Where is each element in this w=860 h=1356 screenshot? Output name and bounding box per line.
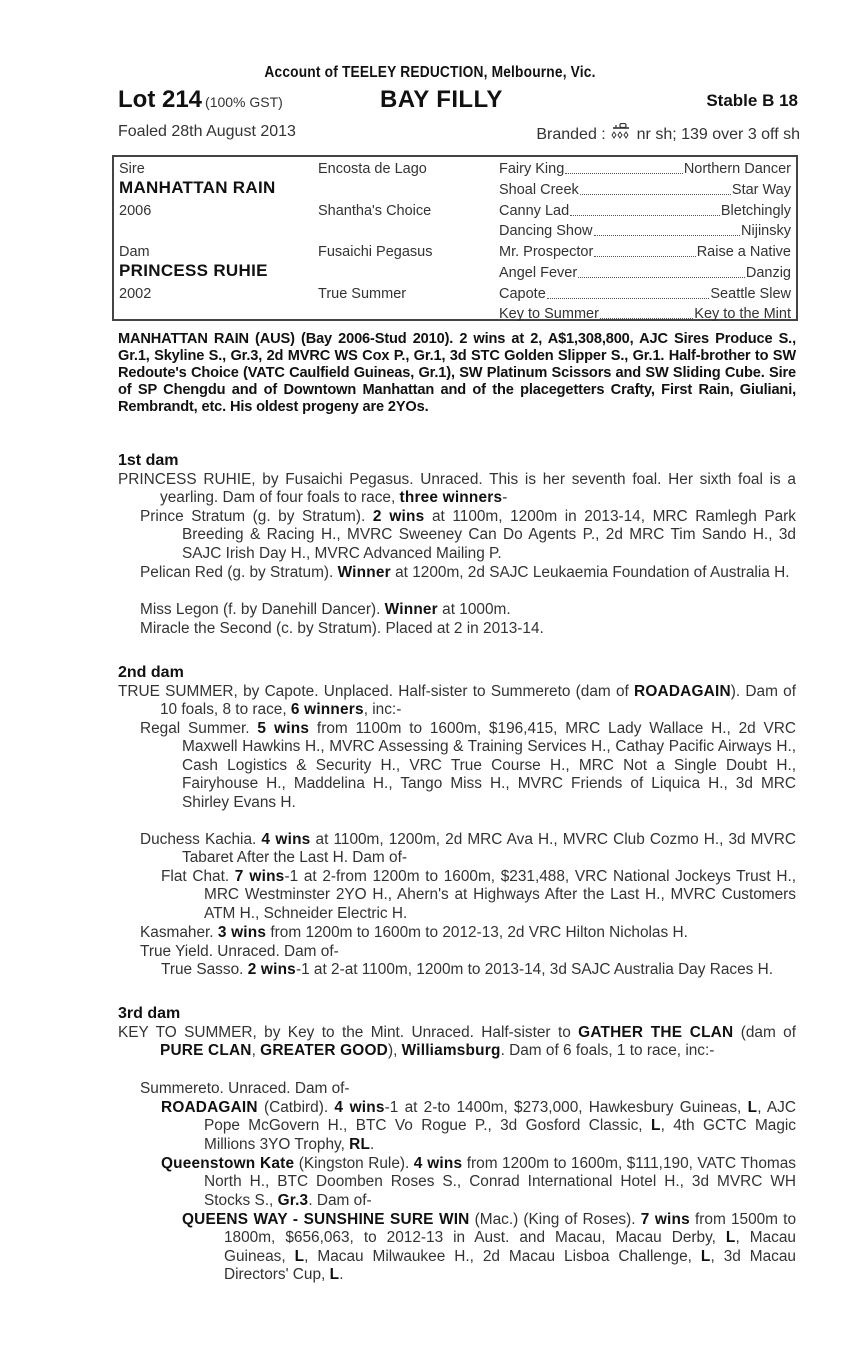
progeny-entry: Miracle the Second (c. by Stratum). Placed at 2 in 2013-14. [140, 620, 544, 637]
race-type: L [747, 1099, 758, 1116]
highlight: 2 wins [247, 961, 296, 978]
race-type: L [294, 1247, 305, 1265]
ancestor-right: Seattle Slew [710, 286, 791, 302]
progeny-entry [140, 720, 796, 812]
highlight: Winner [384, 601, 438, 618]
lot-label: Lot 214 [118, 86, 203, 113]
text: Kasmaher. [140, 924, 218, 941]
text: ), [387, 1042, 402, 1060]
ancestor-row [499, 202, 791, 220]
text: Duchess Kachia. [140, 831, 262, 848]
stable-location: Stable B 18 [706, 91, 798, 110]
third-dam-intro [118, 1024, 796, 1061]
progeny-entry [140, 564, 796, 582]
text: (Mac.) (King of Roses). [469, 1211, 641, 1228]
branded-prefix: Branded : [536, 126, 606, 143]
lot-line [118, 86, 798, 116]
highlight: PURE CLAN [160, 1042, 252, 1060]
gst-note: (100% GST) [205, 94, 283, 110]
sire-year: 2006 [119, 203, 152, 219]
progeny-entry [161, 961, 796, 979]
text: from 1100m to 1600m, $196,415, MRC Lady Wallace H., 2d VRC Maxwell Hawkins H., MVRC Assessing & Training Services H., Cathay Pacific Airways H., Cash Logistics & Security H., VRC True Course H., MRC Not a Single Doubt H., Fairyhouse H., Maddelina H., Tango Miss H., MVRC Friends of Liquica H., 3d MRC Shirley Evans H. [182, 720, 797, 811]
text: Miss Legon (f. by Danehill Dancer). [140, 601, 385, 618]
highlight: GATHER THE CLAN [578, 1024, 734, 1041]
ancestor-right: Bletchingly [720, 203, 791, 219]
text: at 1100m, 1200m in 2013-14, MRC Ramlegh Park Breeding & Racing H., MVRC Sweeney Can Do Agents P., 2d MRC Tim Sando H., 3d SAJC Irish Day H., MVRC Advanced Mailing P. [182, 508, 796, 562]
ancestor-row [499, 305, 791, 323]
leader-dots [594, 222, 741, 236]
ancestor-left: Capote [499, 286, 546, 302]
dam-dam: True Summer [318, 286, 407, 302]
ancestor-left: Fairy King [499, 161, 565, 177]
leader-dots [594, 243, 695, 257]
text: -1 at 2-at 1100m, 1200m to 2013-14, 3d SAJC Australia Day Races H. [295, 961, 774, 978]
text: at 1100m, 1200m, 2d MRC Ava H., MVRC Club Cozmo H., 3d MVRC Tabaret After the Last H. Dam of- [182, 831, 796, 867]
progeny-entry [140, 508, 796, 563]
progeny-entry [161, 1155, 796, 1210]
ancestor-left: Dancing Show [499, 223, 593, 239]
foaled-line [118, 123, 800, 145]
leader-dots [565, 160, 683, 174]
dam-label: Dam [119, 244, 150, 260]
text: , 4th GCTC Magic Millions 3YO Trophy, [204, 1117, 796, 1153]
progeny-entry [161, 1099, 796, 1154]
text: . [339, 1266, 344, 1284]
text: . [370, 1135, 375, 1153]
foaled-date: Foaled 28th August 2013 [118, 123, 296, 140]
ancestor-row [499, 222, 791, 240]
highlight: 2 wins [372, 508, 425, 525]
branded-info [536, 123, 800, 144]
text: -1 at 2-from 1200m to 1600m, $231,488, VRC National Jockeys Trust H., MRC Westminster 2YO H., Ahern's at Highways After the Last H., MVRC Customers ATM H., Schneider Electric H. [204, 868, 797, 922]
progeny-entry: Summereto. Unraced. Dam of- [140, 1080, 350, 1097]
race-type: L [725, 1229, 736, 1247]
ancestor-left: Mr. Prospector [499, 244, 594, 260]
text: , Macau Guineas, [224, 1229, 796, 1265]
text: -1 at 2-to 1400m, $273,000, Hawkesbury Guineas, [384, 1099, 748, 1116]
text: at 1000m. [437, 601, 511, 618]
vendor-account: Account of TEELEY REDUCTION, Melbourne, Vic. [264, 64, 596, 81]
sex-colour: BAY FILLY [380, 86, 503, 113]
highlight: Queenstown Kate [161, 1155, 295, 1172]
race-type: RL [349, 1135, 371, 1153]
ancestor-right: Northern Dancer [683, 161, 791, 177]
highlight: 3 wins [217, 924, 267, 941]
ancestor-right: Key to the Mint [694, 306, 791, 322]
text: from 1200m to 1600m to 2012-13, 2d VRC Hilton Nicholas H. [266, 924, 688, 941]
ancestor-right: Star Way [731, 182, 791, 198]
leader-dots [600, 305, 693, 319]
race-type: Gr.3 [277, 1191, 309, 1209]
text: TRUE SUMMER, by Capote. Unplaced. Half-sister to Summereto (dam of [118, 683, 635, 700]
highlight: 6 winners [290, 701, 364, 719]
text: , Macau Milwaukee H., 2d Macau Lisboa Challenge, [304, 1247, 701, 1265]
highlight: three winners [399, 489, 503, 507]
highlight: 7 wins [640, 1211, 690, 1228]
sire-summary: MANHATTAN RAIN (AUS) (Bay 2006-Stud 2010). 2 wins at 2, A$1,308,800, AJC Sires Produce S., Gr.1, Skyline S., Gr.3, 2d MVRC WS Cox P., Gr.1, 3d STC Golden Slipper S., Gr.1. Half-brother to SW Redoute's Choice (VATC Caulfield Guineas, Gr.1), SW Platinum Scissors and SW Sliding Cube. Sire of SP Chengdu and of Downtown Manhattan and of the placegetters Crafty, First Rain, Giuliani, Rembrandt, etc. His oldest progeny are 2YOs. [118, 331, 796, 415]
sire-name: MANHATTAN RAIN [119, 178, 276, 197]
progeny-entry [140, 601, 796, 619]
leader-dots [570, 202, 720, 216]
leader-dots [580, 181, 731, 195]
text: (Catbird). [257, 1099, 335, 1116]
sire-dam: Shantha's Choice [318, 203, 432, 219]
ancestor-left: Angel Fever [499, 265, 578, 281]
second-dam-heading: 2nd dam [118, 664, 184, 681]
ancestor-row [499, 160, 791, 178]
dam-sire: Fusaichi Pegasus [318, 244, 433, 260]
ancestor-row [499, 181, 791, 199]
ancestor-right: Nijinsky [741, 223, 791, 239]
ancestor-row [499, 285, 791, 303]
text: (Kingston Rule). [294, 1155, 414, 1172]
highlight: 4 wins [334, 1099, 385, 1116]
race-type: L [329, 1266, 340, 1284]
text: . Dam of- [308, 1191, 372, 1209]
highlight: Williamsburg [401, 1042, 501, 1060]
ancestor-row [499, 243, 791, 261]
highlight: 7 wins [234, 868, 285, 885]
race-type: L [650, 1117, 661, 1135]
text: - [502, 489, 508, 507]
highlight: 5 wins [257, 720, 310, 737]
text: Regal Summer. [140, 720, 258, 737]
lot-number [118, 86, 283, 114]
leader-dots [547, 285, 710, 299]
pedigree-table [112, 155, 798, 321]
progeny-entry: True Yield. Unraced. Dam of- [140, 943, 339, 960]
highlight: GREATER GOOD [260, 1042, 388, 1060]
second-dam-intro [118, 683, 796, 720]
sire-label: Sire [119, 161, 145, 177]
first-dam-intro [118, 471, 796, 508]
text: at 1200m, 2d SAJC Leukaemia Foundation of Australia H. [390, 564, 790, 581]
sire-sire: Encosta de Lago [318, 161, 427, 177]
text: Flat Chat. [161, 868, 235, 885]
text: Prince Stratum (g. by Stratum). [140, 508, 373, 525]
text: ). Dam of 10 foals, 8 to race, [160, 683, 796, 719]
text: (dam of [733, 1024, 796, 1041]
ancestor-left: Key to Summer [499, 306, 599, 322]
progeny-entry [182, 1211, 796, 1285]
first-dam-heading: 1st dam [118, 452, 179, 469]
text: from 1500m to 1800m, $656,063, to 2012-13 in Aust. and Macau, Macau Derby, [224, 1211, 796, 1247]
ancestor-right: Raise a Native [696, 244, 791, 260]
progeny-entry [161, 868, 796, 923]
highlight: ROADAGAIN [634, 683, 731, 700]
text: . Dam of 6 foals, 1 to race, inc:- [500, 1042, 715, 1060]
text: , inc:- [363, 701, 402, 719]
third-dam-heading: 3rd dam [118, 1005, 181, 1022]
text: KEY TO SUMMER, by Key to the Mint. Unraced. Half-sister to [118, 1024, 579, 1041]
highlight: 4 wins [261, 831, 311, 848]
dam-name: PRINCESS RUHIE [119, 261, 268, 280]
text: PRINCESS RUHIE, by Fusaichi Pegasus. Unraced. This is her seventh foal. Her sixth foal is a yearling. Dam of four foals to race, [118, 471, 796, 507]
ancestor-right: Danzig [745, 265, 791, 281]
dam-year: 2002 [119, 286, 152, 302]
brand-mark-icon [611, 123, 631, 141]
progeny-entry [140, 831, 796, 868]
text: , AJC Pope McGovern H., BTC Vo Rogue P., 3d Gosford Classic, [204, 1099, 796, 1135]
highlight: QUEENS WAY - SUNSHINE SURE WIN [182, 1211, 470, 1228]
highlight: ROADAGAIN [161, 1099, 258, 1116]
progeny-entry [140, 924, 796, 942]
text: from 1200m to 1600m, $111,190, VATC Thomas North H., BTC Doomben Roses S., Conrad International Hotel H., 3d MVRC WH Stocks S., [204, 1155, 796, 1209]
highlight: Winner [337, 564, 391, 581]
ancestor-row [499, 264, 791, 282]
highlight: 4 wins [413, 1155, 463, 1172]
text: , [251, 1042, 261, 1060]
text: , 3d Macau Directors' Cup, [224, 1247, 796, 1284]
ancestor-left: Shoal Creek [499, 182, 579, 198]
race-type: L [700, 1247, 711, 1265]
ancestor-left: Canny Lad [499, 203, 570, 219]
text: True Sasso. [161, 961, 248, 978]
text: Pelican Red (g. by Stratum). [140, 564, 338, 581]
branded-suffix: nr sh; 139 over 3 off sh [636, 126, 800, 143]
leader-dots [578, 264, 745, 278]
